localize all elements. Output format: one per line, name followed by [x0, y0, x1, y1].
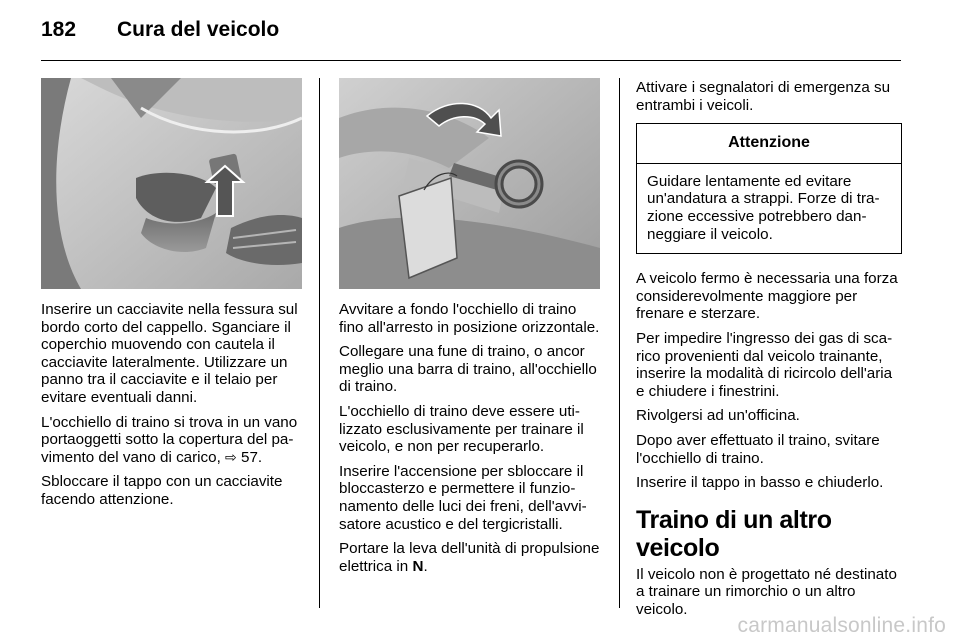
- paragraph-col3-2: Per impedire l'ingresso dei gas di scarico provenienti dal veicolo trainante, inserire la modalità di ricircolo dell'aria e chiudere i finestrini.: [636, 329, 893, 400]
- paragraph-col3-1: A veicolo fermo è necessaria una forza considerevolmente maggiore per frenare e sterzare.: [636, 270, 898, 323]
- page-title: Cura del veicolo: [117, 18, 280, 41]
- watermark: carmanualsonline.info: [737, 614, 946, 637]
- warning-body: Guidare lentamente ed evitare un'andatura a strappi. Forze di trazione eccessive potrebbero danneggiare il veicolo.: [647, 172, 880, 243]
- column-divider-1: [319, 78, 320, 608]
- gear-position-n: N: [412, 557, 424, 575]
- column-1: [41, 301, 306, 516]
- page-reference-icon: ⇨: [225, 448, 237, 465]
- page-header: [41, 18, 901, 48]
- paragraph-col3-3: Rivolgersi ad un'officina.: [636, 407, 800, 425]
- paragraph-col3-4: Dopo aver effettuato il traino, svitare l'occhiello di traino.: [636, 431, 880, 467]
- paragraph-col2-3: L'occhiello di traino deve essere utilizzato esclusivamente per trainare il veicolo, e non per recuperarlo.: [339, 402, 584, 456]
- warning-title: Attenzione: [637, 124, 901, 164]
- paragraph-col2-1: Avvitare a fondo l'occhiello di traino fino all'arresto in posizione orizzontale.: [339, 301, 600, 336]
- paragraph-col2-5-end: .: [423, 557, 428, 575]
- paragraph-col3-5: Inserire il tappo in basso e chiuderlo.: [636, 474, 884, 492]
- column-divider-2: [619, 78, 620, 608]
- paragraph-col2-5-text: Portare la leva dell'unità di propulsione elettrica in: [339, 540, 600, 575]
- paragraph-col1-2-text: L'occhiello di traino si trova in un vano portaoggetti sotto la copertura del pavimento del vano di carico,: [41, 413, 298, 466]
- paragraph-col1-1: Inserire un cacciavite nella fessura sul bordo corto del cappello. Sganciare il coperchio muovendo con cautela il cacciavite lateralmente. Utilizzare un panno tra il cacciavite e il telaio per evitare eventuali danni.: [41, 301, 298, 406]
- paragraph-col1-3: Sbloccare il tappo con un cacciavite facendo attenzione.: [41, 473, 283, 508]
- header-rule: [41, 60, 901, 61]
- figure-bumper-cover: [41, 78, 302, 289]
- warning-box: [636, 123, 902, 254]
- paragraph-col2-2: Collegare una fune di traino, o ancor meglio una barra di traino, all'occhiello di traino.: [339, 343, 597, 396]
- column-3: [636, 79, 902, 625]
- column-2: [339, 301, 604, 582]
- figure-tow-eye: [339, 78, 600, 289]
- page-reference-number: 57.: [241, 448, 263, 466]
- section-heading: Traino di un altro veicolo: [636, 505, 832, 562]
- paragraph-col2-4: Inserire l'accensione per sbloccare il bloccasterzo e permettere il funzionamento delle luci dei freni, dell'avvisatore acustico e del tergicristalli.: [339, 462, 587, 533]
- page-number: 182: [41, 18, 77, 41]
- paragraph-col2-5: [339, 540, 604, 575]
- paragraph-col1-2: [41, 414, 306, 467]
- paragraph-col3-section: Il veicolo non è progettato né destinato a trainare un rimorchio o un altro veicolo.: [636, 565, 897, 618]
- paragraph-col3-intro: Attivare i segnalatori di emergenza su entrambi i veicoli.: [636, 79, 891, 114]
